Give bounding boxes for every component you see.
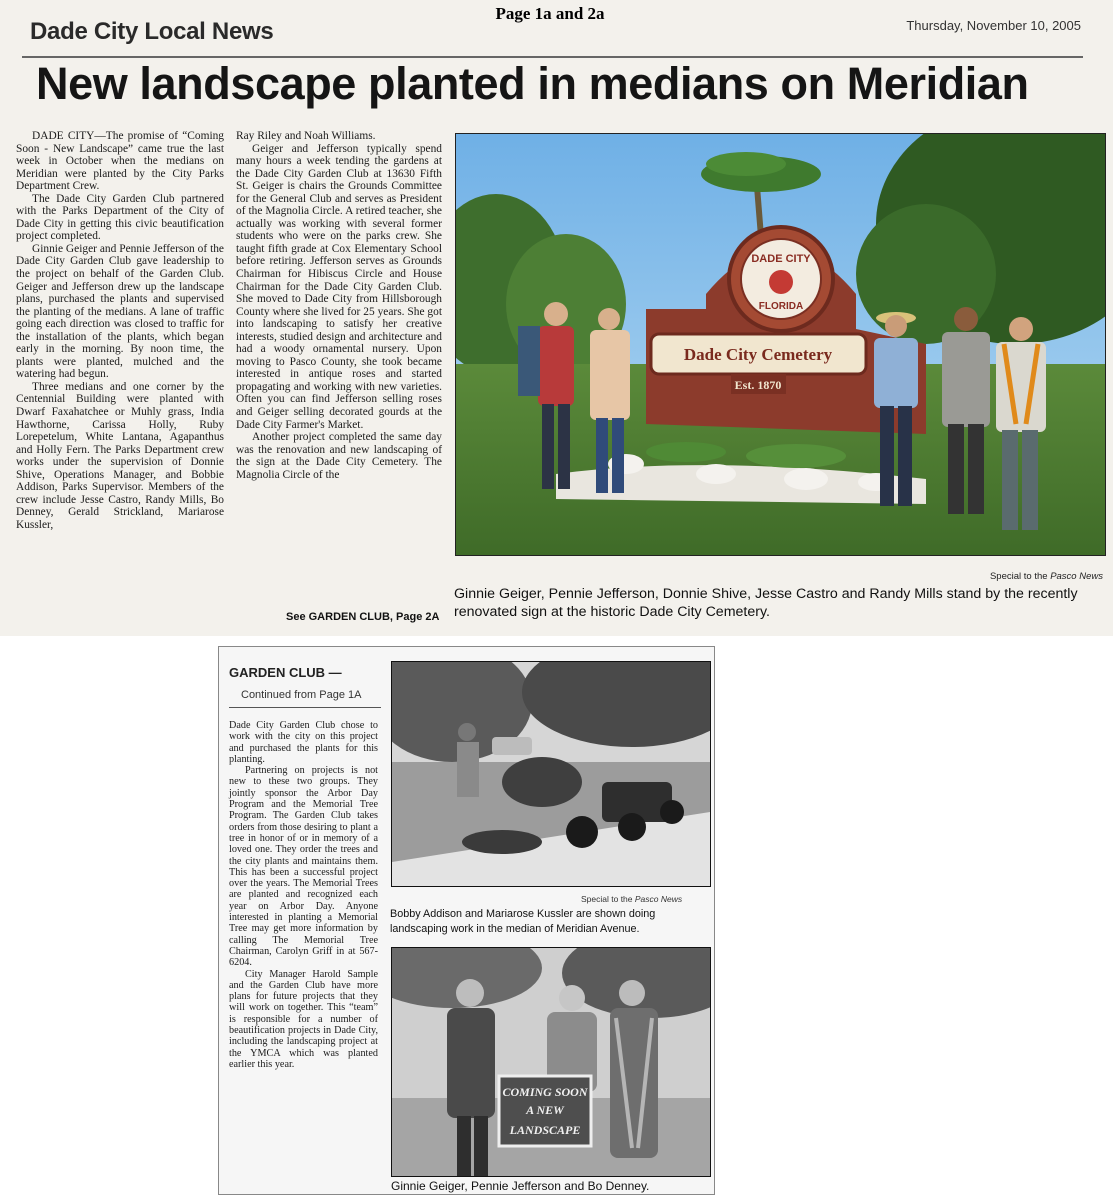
cemetery-sign-photo <box>455 133 1106 556</box>
article-paragraph: Geiger and Jefferson typically spend many hours a week tending the gardens at the Dade City Garden Club at 13630 Fifth St. Geiger is chairs the Grounds Committee for the General Club and serves as President of the Magnolia Circle. A retired teacher, she actually was working with several former students who were on the parks crew. She taught fifth grade at Cox Elementary School before retiring. Jefferson serves as Grounds Chairman for Hibiscus Circle and House Chairman for the Dade City Garden Club. She moved to Dade City from Hillsborough County where she lived for 25 years. She got into landscaping to satisfy her creative interests, studied design and architecture and had a woody ornamental nursery. Upon moving to Pasco County, she took became interested in antique roses and started propagating and working with new varieties. Often you can find Jefferson selling roses and Geiger selling decorated gourds at the Dade City Farmer's Market. <box>236 142 442 431</box>
photo-caption: Ginnie Geiger, Pennie Jefferson, Donnie Shive, Jesse Castro and Randy Mills stand by the recently renovated sign at the historic Dade City Cemetery. <box>454 586 1078 620</box>
photo-credit-paper: Pasco News <box>1050 571 1103 582</box>
median-work-photo <box>391 661 711 887</box>
photo-credit-paper: Pasco News <box>634 894 683 904</box>
continuation-head: GARDEN CLUB — <box>229 665 342 680</box>
continued-from: Continued from Page 1A <box>241 689 362 701</box>
article-paragraph: City Manager Harold Sample and the Garden Club have more plans for future projects that they will work on together. This “team” is responsible for a number of beautification projects in Dade City, including the landscaping project at the YMCA which was planted earlier this year. <box>229 968 378 1070</box>
issue-date: Thursday, November 10, 2005 <box>906 18 1081 33</box>
coming-soon-illustration <box>392 948 710 1176</box>
jump-line: See GARDEN CLUB, Page 2A <box>286 611 440 623</box>
article-paragraph: Three medians and one corner by the Centennial Building were planted with Dwarf Faxahatchee or Muhly grass, India Hawthorne, Carissa Holly, Ruby Lorepetelum, White Lantana, Agapanthus and Holly Fern. The Parks Department crew works under the supervision of Donnie Shive, Operations Manager, and Bobbie Addison, Parks Supervisor. Members of the crew include Jesse Castro, Randy Mills, Bo Denney, Gerald Strickland, Mariarose Kussler, <box>16 380 224 531</box>
coming-soon-photo <box>391 947 711 1177</box>
article-paragraph: Ray Riley and Noah Williams. <box>236 130 376 142</box>
page-label: Page 1a and 2a <box>495 4 605 23</box>
photo-credit-prefix: Special to the <box>989 571 1051 582</box>
seal-bottom-text: FLORIDA <box>758 301 804 312</box>
photo-credit-prefix: Special to the <box>581 894 635 904</box>
photo-credit <box>990 571 1103 582</box>
article-paragraph: DADE CITY—The promise of “Coming Soon - New Landscape” came true the last week in October when the medians on Meridian were planted by the City Parks Department Crew. <box>16 130 224 193</box>
photo-caption: Ginnie Geiger, Pennie Jefferson and Bo Denney. <box>391 1179 650 1193</box>
headline: New landscape planted in medians on Meridian <box>36 58 1029 109</box>
page-2a-clipping <box>218 646 715 1195</box>
article-column-1 <box>16 130 224 532</box>
sign-est-text: Est. 1870 <box>734 378 782 392</box>
article-paragraph: Partnering on projects is not new to these two groups. They jointly sponsor the Arbor Day Program and the Memorial Tree Program. The Garden Club takes orders from those desiring to plant a tree in honor of or in memory of a loved one. They order the trees and the city plants and maintains them. This has been a successful project over the years. The Memorial Trees are planted and recognized each year on Arbor Day. Anyone interested in planting a Memorial Tree may get more information by calling The Memorial Tree Chairman, Carolyn Griff in at 567-6204. <box>229 765 378 969</box>
continuation-rule <box>229 707 381 708</box>
sign-line-2: A NEW <box>526 1103 564 1117</box>
continuation-column <box>229 720 378 1070</box>
article-paragraph: Ginnie Geiger and Pennie Jefferson of the Dade City Garden Club gave leadership to the project on behalf of the Garden Club. Geiger and Jefferson drew up the landscape plans, purchased the plants and supervised the planting of the medians. A lane of traffic going each direction was closed to traffic for the installation of the plants, which began early in the morning. By noon time, the plants were planted, mulched and the watering had begun. <box>16 242 224 381</box>
sign-name-text: Dade City Cemetery <box>683 345 833 364</box>
photo-caption: Bobby Addison and Mariarose Kussler are shown doing landscaping work in the median of Meridian Avenue. <box>390 908 656 935</box>
sign-line-3: LANDSCAPE <box>509 1123 581 1137</box>
article-paragraph: The Dade City Garden Club partnered with the Parks Department of the City of Dade City in getting this civic beautification project completed. <box>16 192 224 243</box>
article-paragraph: Dade City Garden Club chose to work with the city on this project and purchased the plants for this planting. <box>229 720 378 765</box>
cemetery-sign-illustration <box>456 134 1105 555</box>
sign-line-1: COMING SOON <box>502 1085 588 1099</box>
masthead: Dade City Local News <box>30 18 274 45</box>
photo-credit <box>581 894 682 904</box>
seal-top-text: DADE CITY <box>751 253 811 265</box>
article-paragraph: Another project completed the same day was the renovation and new landscaping of the sign at the Dade City Cemetery. The Magnolia Circle of the <box>236 431 442 481</box>
article-column-2 <box>236 130 442 481</box>
median-work-illustration <box>392 662 710 886</box>
